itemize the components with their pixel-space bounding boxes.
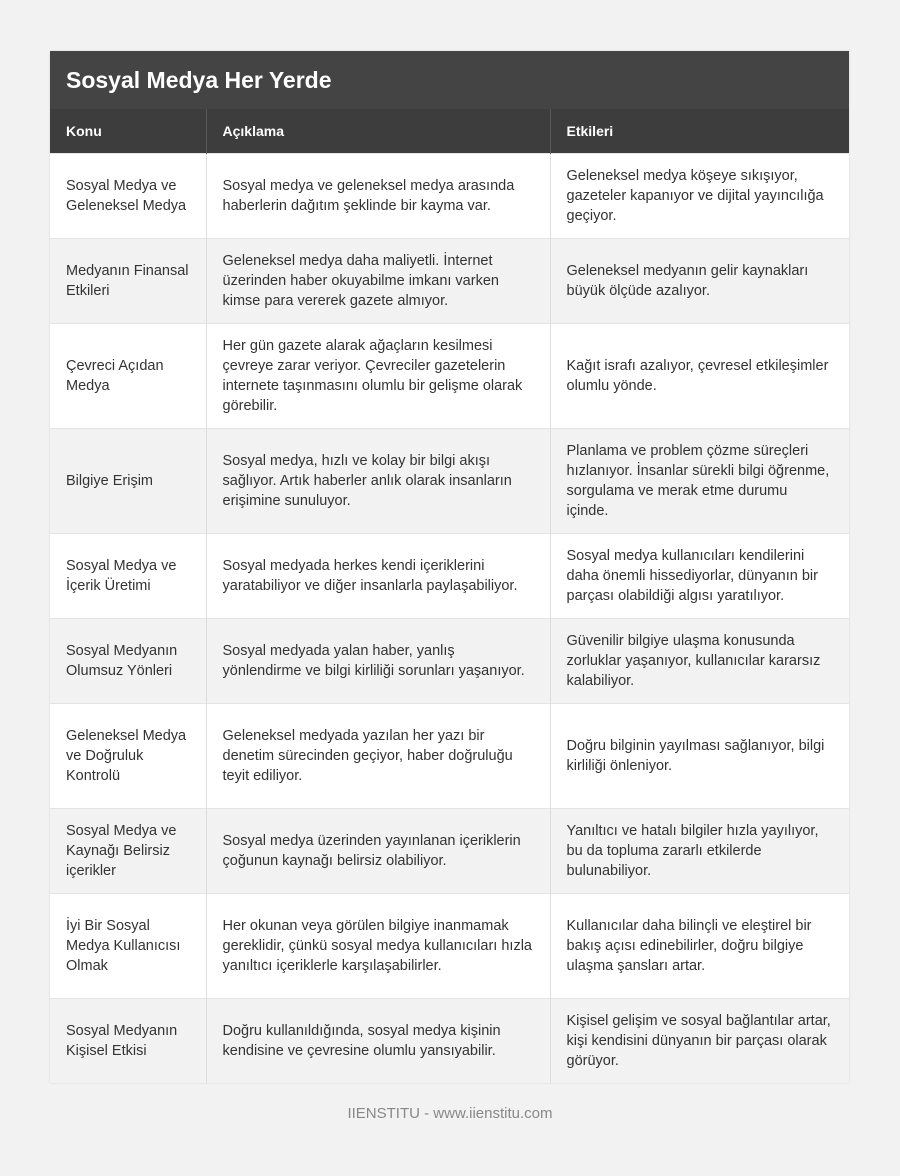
cell-aciklama: Sosyal medya ve geleneksel medya arasında haberlerin dağıtım şeklinde bir kayma var. [206,153,550,238]
table-row [50,893,849,998]
footer-credit: IIENSTITU - www.iienstitu.com [347,1105,553,1122]
cell-konu: Sosyal Medya ve İçerik Üretimi [50,533,206,618]
table-row [50,153,849,238]
cell-aciklama: Doğru kullanıldığında, sosyal medya kişinin kendisine ve çevresine olumlu yansıyabilir. [206,998,550,1083]
table-row [50,238,849,323]
cell-aciklama: Sosyal medyada yalan haber, yanlış yönlendirme ve bilgi kirliliği sorunları yaşanıyor. [206,618,550,703]
cell-konu: Sosyal Medyanın Olumsuz Yönleri [50,618,206,703]
table-row [50,323,849,428]
column-header-aciklama: Açıklama [206,109,550,153]
table-row [50,428,849,533]
column-header-etkileri: Etkileri [550,109,849,153]
cell-aciklama: Sosyal medya, hızlı ve kolay bir bilgi akışı sağlıyor. Artık haberler anlık olarak insanların erişimine sunuluyor. [206,428,550,533]
table-row [50,618,849,703]
header-row [50,109,849,153]
cell-etkiler: Kullanıcılar daha bilinçli ve eleştirel bir bakış açısı edinebilirler, doğru bilgiye ulaşma şansları artar. [550,893,849,998]
table-row [50,808,849,893]
table-row [50,703,849,808]
table-card [50,51,849,1083]
column-header-konu: Konu [50,109,206,153]
cell-etkiler: Geleneksel medya köşeye sıkışıyor, gazeteler kapanıyor ve dijital yayıncılığa geçiyor. [550,153,849,238]
cell-aciklama: Geleneksel medyada yazılan her yazı bir denetim sürecinden geçiyor, haber doğruluğu teyit ediliyor. [206,703,550,808]
cell-etkiler: Kağıt israfı azalıyor, çevresel etkileşimler olumlu yönde. [550,323,849,428]
cell-konu: Geleneksel Medya ve Doğruluk Kontrolü [50,703,206,808]
cell-aciklama: Sosyal medya üzerinden yayınlanan içeriklerin çoğunun kaynağı belirsiz olabiliyor. [206,808,550,893]
cell-konu: Çevreci Açıdan Medya [50,323,206,428]
cell-konu: Sosyal Medyanın Kişisel Etkisi [50,998,206,1083]
cell-konu: Medyanın Finansal Etkileri [50,238,206,323]
cell-etkiler: Kişisel gelişim ve sosyal bağlantılar artar, kişi kendisini dünyanın bir parçası olarak görüyor. [550,998,849,1083]
cell-etkiler: Yanıltıcı ve hatalı bilgiler hızla yayılıyor, bu da topluma zararlı etkilerde bulunabiliyor. [550,808,849,893]
cell-konu: Sosyal Medya ve Kaynağı Belirsiz içerikler [50,808,206,893]
table-title: Sosyal Medya Her Yerde [50,51,849,109]
data-table [50,109,849,1083]
cell-etkiler: Geleneksel medyanın gelir kaynakları büyük ölçüde azalıyor. [550,238,849,323]
cell-aciklama: Geleneksel medya daha maliyetli. İnternet üzerinden haber okuyabilme imkanı varken kimse para vererek gazete almıyor. [206,238,550,323]
cell-etkiler: Güvenilir bilgiye ulaşma konusunda zorluklar yaşanıyor, kullanıcılar kararsız kalabiliyor. [550,618,849,703]
cell-etkiler: Planlama ve problem çözme süreçleri hızlanıyor. İnsanlar sürekli bilgi öğrenme, sorgulama ve merak etme durumu içinde. [550,428,849,533]
table-row [50,533,849,618]
table-row [50,998,849,1083]
cell-etkiler: Sosyal medya kullanıcıları kendilerini daha önemli hissediyorlar, dünyanın bir parçası olabildiği algısı yaratılıyor. [550,533,849,618]
cell-konu: Sosyal Medya ve Geleneksel Medya [50,153,206,238]
cell-aciklama: Her okunan veya görülen bilgiye inanmamak gereklidir, çünkü sosyal medya kullanıcıları hızla yanıltıcı içeriklerle karşılaşabilirler. [206,893,550,998]
cell-aciklama: Sosyal medyada herkes kendi içeriklerini yaratabiliyor ve diğer insanlarla paylaşabiliyor. [206,533,550,618]
cell-etkiler: Doğru bilginin yayılması sağlanıyor, bilgi kirliliği önleniyor. [550,703,849,808]
cell-konu: İyi Bir Sosyal Medya Kullanıcısı Olmak [50,893,206,998]
cell-aciklama: Her gün gazete alarak ağaçların kesilmesi çevreye zarar veriyor. Çevreciler gazetelerin internete taşınmasını olumlu bir gelişme olarak görebilir. [206,323,550,428]
cell-konu: Bilgiye Erişim [50,428,206,533]
